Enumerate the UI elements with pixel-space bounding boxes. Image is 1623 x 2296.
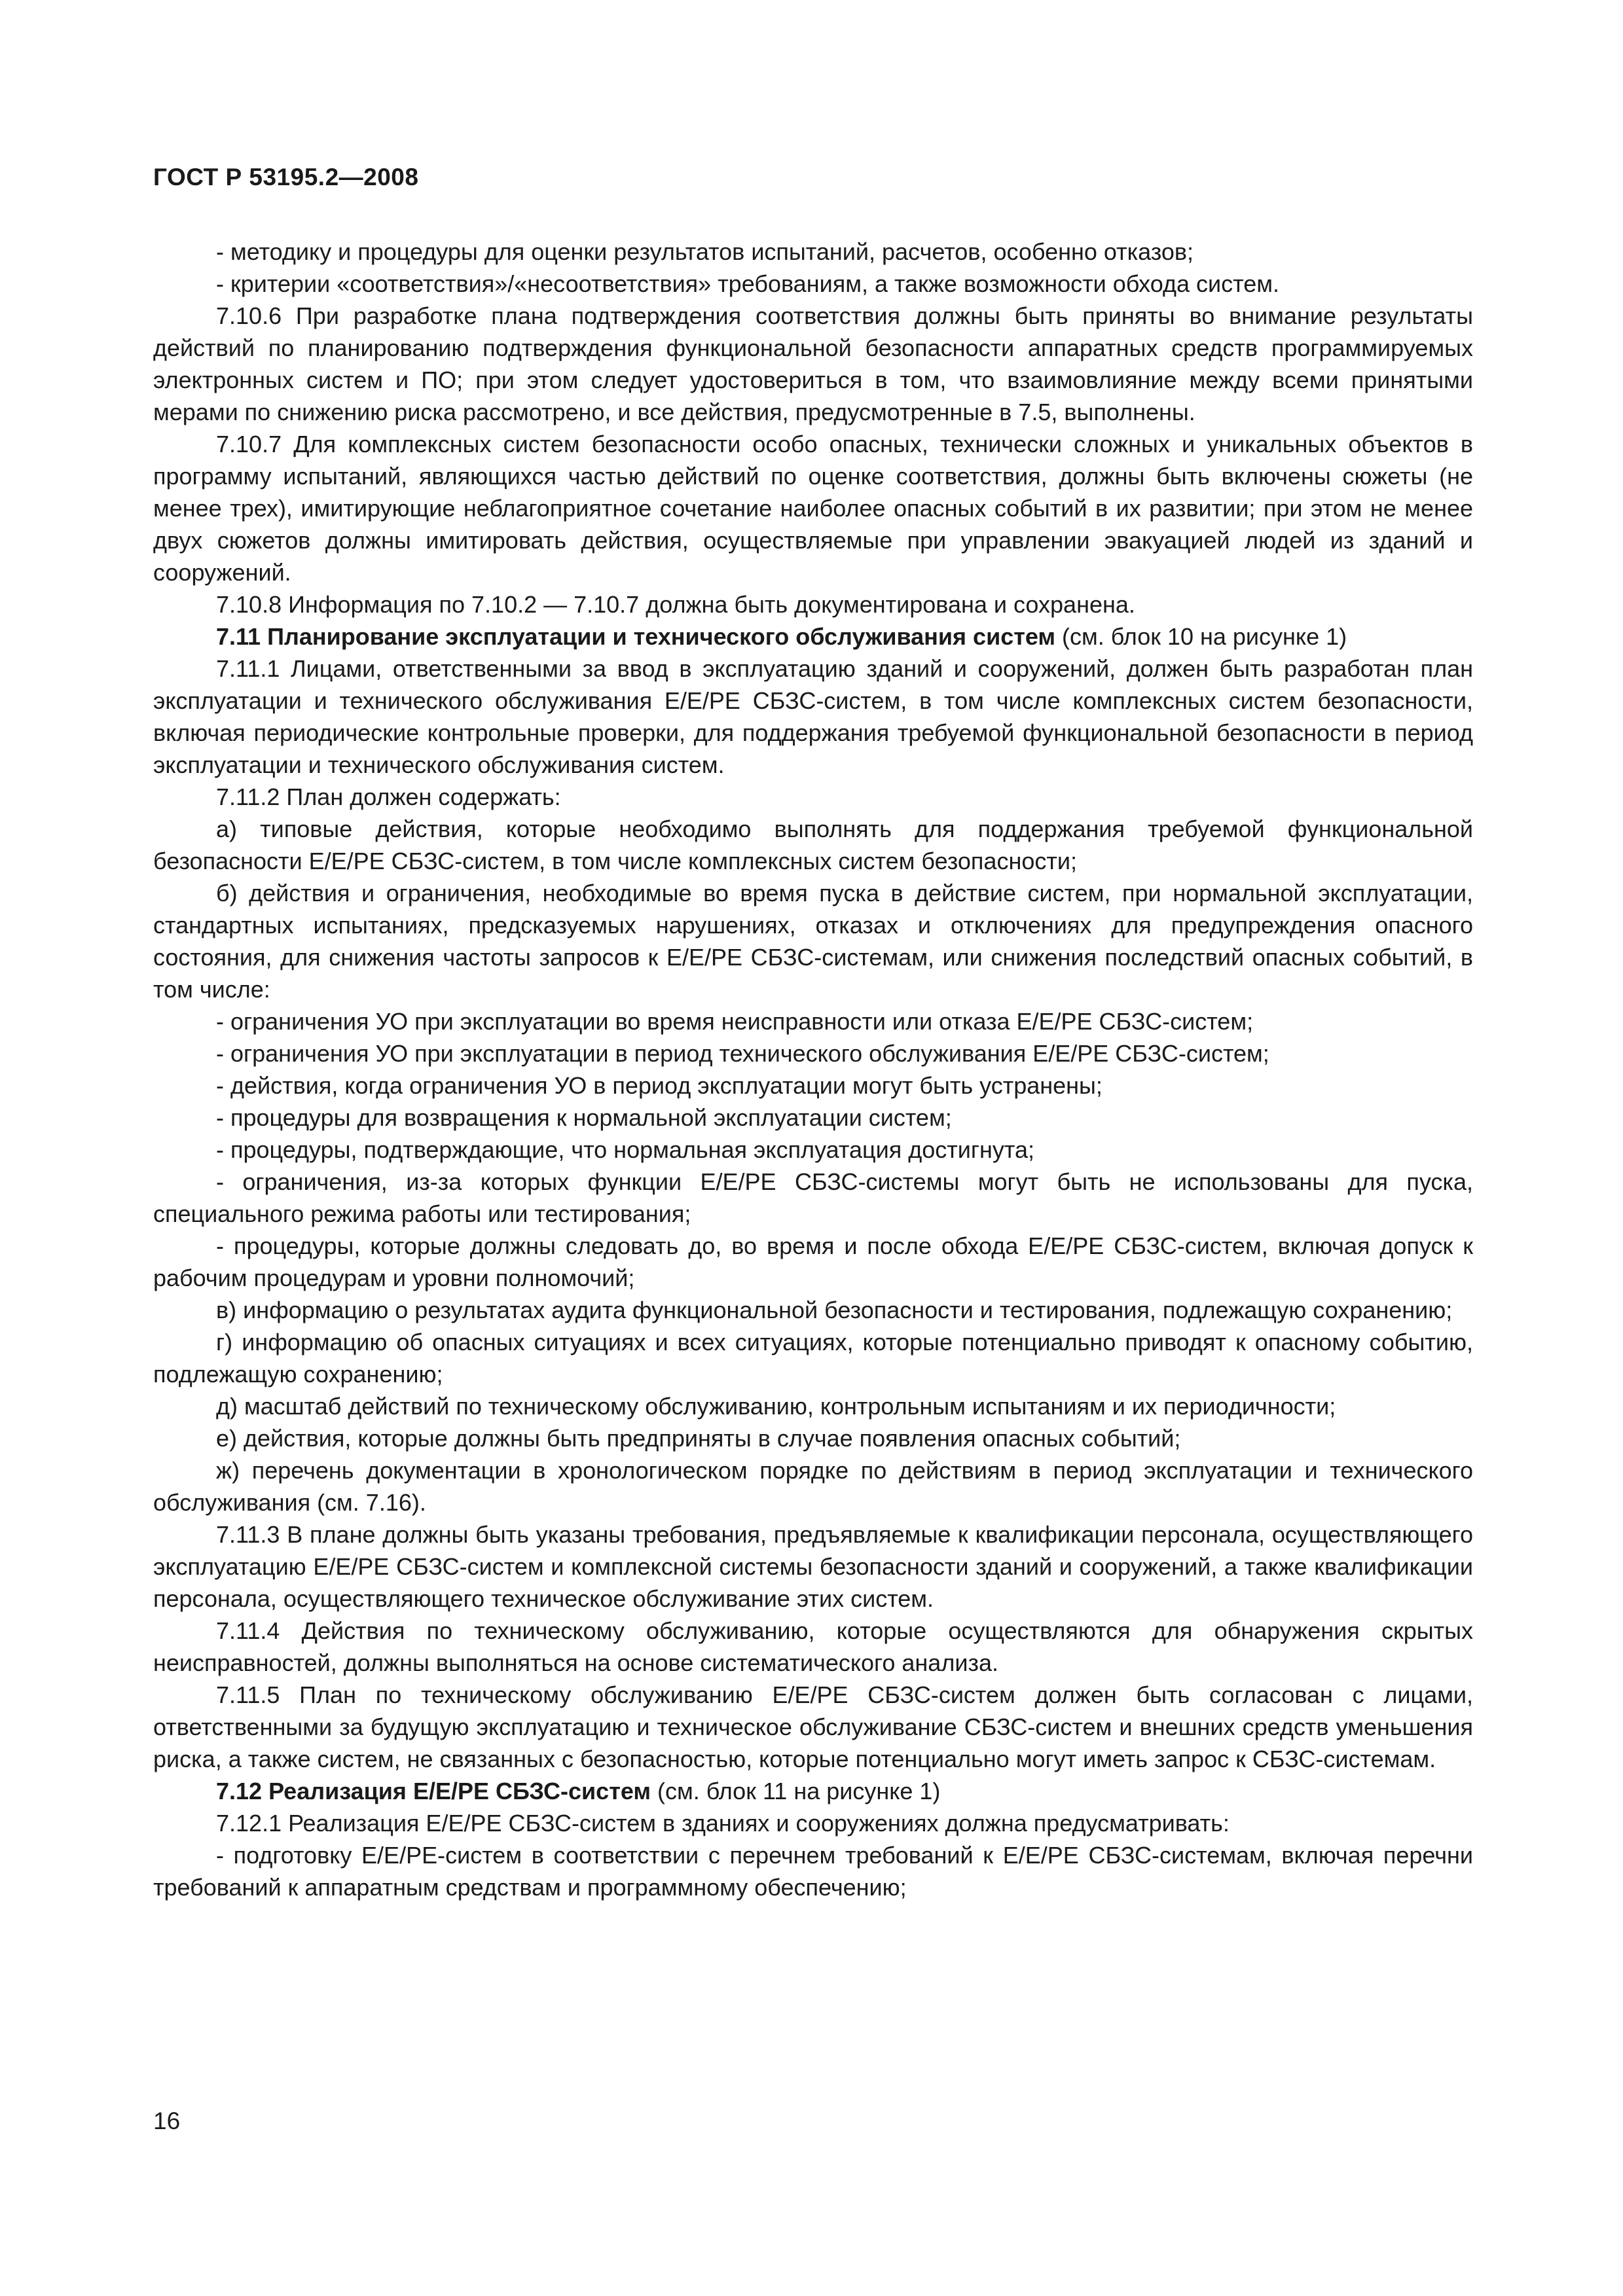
list-item: - ограничения, из-за которых функции Е/Е/РЕ СБЗС-системы могут быть не использованы для пуска, специального режима работы или тестирования; bbox=[153, 1168, 1473, 1227]
document-header: ГОСТ Р 53195.2—2008 bbox=[153, 164, 419, 190]
paragraph: - методику и процедуры для оценки результатов испытаний, расчетов, особенно отказов; bbox=[216, 238, 1194, 265]
paragraph: б) действия и ограничения, необходимые во время пуска в действие систем, при нормальной эксплуатации, стандартных испытаниях, предсказуемых нарушениях, отказах и отключениях для предупреждения опасного состояния, для снижения частоты запросов к Е/Е/РЕ СБЗС-системам, или снижения последствий опасных событий, в том числе: bbox=[153, 880, 1473, 1003]
paragraph: г) информацию об опасных ситуациях и всех ситуациях, которые потенциально приводят к опасному событию, подлежащую сохранению; bbox=[153, 1329, 1473, 1388]
list-item: - ограничения УО при эксплуатации во время неисправности или отказа Е/Е/РЕ СБЗС-систем; bbox=[216, 1008, 1254, 1035]
paragraph: д) масштаб действий по техническому обслуживанию, контрольным испытаниям и их периодичности; bbox=[216, 1393, 1336, 1420]
paragraph: е) действия, которые должны быть предприняты в случае появления опасных событий; bbox=[216, 1425, 1181, 1452]
section-title: 7.12 Реализация Е/Е/РЕ СБЗС-систем bbox=[216, 1778, 651, 1804]
list-item: - процедуры для возвращения к нормальной эксплуатации систем; bbox=[216, 1104, 952, 1131]
list-item: - процедуры, подтверждающие, что нормальная эксплуатация достигнута; bbox=[216, 1136, 1034, 1163]
paragraph: а) типовые действия, которые необходимо выполнять для поддержания требуемой функциональной безопасности Е/Е/РЕ СБЗС-систем, в том числе комплексных систем безопасности; bbox=[153, 816, 1473, 874]
paragraph: в) информацию о результатах аудита функциональной безопасности и тестирования, подлежащую сохранению; bbox=[216, 1297, 1453, 1323]
paragraph: 7.10.6 При разработке плана подтверждения соответствия должны быть приняты во внимание результаты действий по планированию подтверждения функциональной безопасности аппаратных средств программируемых электронных систем и ПО; при этом следует удостовериться в том, что взаимовлияние между всеми принятыми мерами по снижению риска рассмотрено, и все действия, предусмотренные в 7.5, выполнены. bbox=[153, 302, 1473, 425]
paragraph: 7.11.4 Действия по техническому обслуживанию, которые осуществляются для обнаружения скрытых неисправностей, должны выполняться на основе систематического анализа. bbox=[153, 1617, 1473, 1676]
paragraph: 7.11.5 План по техническому обслуживанию Е/Е/РЕ СБЗС-систем должен быть согласован с лицами, ответственными за будущую эксплуатацию и техническое обслуживание СБЗС-систем и внешних средств уменьшения риска, а также систем, не связанных с безопасностью, которые потенциально могут иметь запрос к СБЗС-системам. bbox=[153, 1681, 1473, 1772]
paragraph: 7.10.7 Для комплексных систем безопасности особо опасных, технически сложных и уникальных объектов в программу испытаний, являющихся частью действий по оценке соответствия, должны быть включены сюжеты (не менее трех), имитирующие неблагоприятное сочетание наиболее опасных событий в их развитии; при этом не менее двух сюжетов должны имитировать действия, осуществляемые при управлении эвакуацией людей из зданий и сооружений. bbox=[153, 431, 1473, 586]
section-heading: 7.11 Планирование эксплуатации и технического обслуживания систем (см. блок 10 на рисунке 1) bbox=[216, 623, 1347, 650]
paragraph: ж) перечень документации в хронологическом порядке по действиям в период эксплуатации и технического обслуживания (см. 7.16). bbox=[153, 1457, 1473, 1516]
page-number: 16 bbox=[153, 2108, 181, 2134]
list-item: - процедуры, которые должны следовать до, во время и после обхода Е/Е/РЕ СБЗС-систем, включая допуск к рабочим процедурам и уровни полномочий; bbox=[153, 1232, 1473, 1291]
paragraph: - критерии «соответствия»/«несоответствия» требованиям, а также возможности обхода систем. bbox=[216, 270, 1279, 297]
list-item: - ограничения УО при эксплуатации в период технического обслуживания Е/Е/РЕ СБЗС-систем; bbox=[216, 1040, 1269, 1067]
list-item: - подготовку Е/Е/РЕ-систем в соответствии с перечнем требований к Е/Е/РЕ СБЗС-системам, включая перечни требований к аппаратным средствам и программному обеспечению; bbox=[153, 1842, 1473, 1901]
paragraph: 7.11.1 Лицами, ответственными за ввод в эксплуатацию зданий и сооружений, должен быть разработан план эксплуатации и технического обслуживания Е/Е/РЕ СБЗС-систем, в том числе комплексных систем безопасности, включая периодические контрольные проверки, для поддержания требуемой функциональной безопасности в период эксплуатации и технического обслуживания систем. bbox=[153, 655, 1473, 778]
paragraph: 7.12.1 Реализация Е/Е/РЕ СБЗС-систем в зданиях и сооружениях должна предусматривать: bbox=[216, 1810, 1230, 1837]
paragraph: 7.11.3 В плане должны быть указаны требования, предъявляемые к квалификации персонала, осуществляющего эксплуатацию Е/Е/РЕ СБЗС-систем и комплексной системы безопасности зданий и сооружений, а также квалификации персонала, осуществляющего техническое обслуживание этих систем. bbox=[153, 1521, 1473, 1612]
paragraph: 7.11.2 План должен содержать: bbox=[216, 783, 561, 810]
paragraph: 7.10.8 Информация по 7.10.2 — 7.10.7 должна быть документирована и сохранена. bbox=[216, 591, 1135, 618]
section-heading: 7.12 Реализация Е/Е/РЕ СБЗС-систем (см. блок 11 на рисунке 1) bbox=[216, 1778, 941, 1804]
document-body bbox=[153, 236, 1473, 1903]
section-title: 7.11 Планирование эксплуатации и технического обслуживания систем bbox=[216, 623, 1056, 650]
list-item: - действия, когда ограничения УО в период эксплуатации могут быть устранены; bbox=[216, 1072, 1103, 1099]
